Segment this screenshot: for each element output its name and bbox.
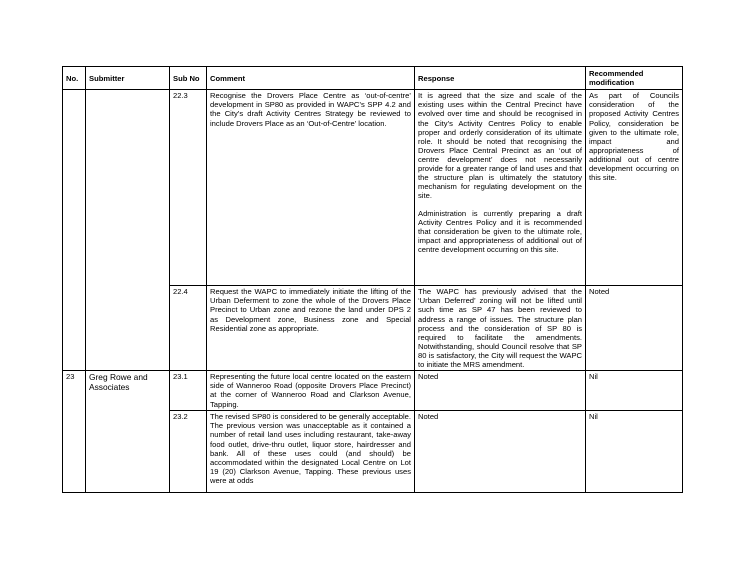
cell-submitter [86, 90, 170, 371]
cell-submitter: Greg Rowe and Associates [86, 371, 170, 493]
cell-comment: Representing the future local centre located on the eastern side of Wanneroo Road (opposite Drovers Place Precinct) at the corner of Wanneroo Road and Clarkson Avenue, Tapping. [207, 371, 415, 411]
response-paragraph: Noted [418, 372, 439, 382]
response-paragraph: Noted [418, 412, 439, 422]
cell-no: 23 [63, 371, 86, 493]
cell-response [415, 286, 586, 371]
header-submitter: Submitter [86, 67, 170, 90]
cell-response [415, 90, 586, 286]
cell-recommended-modification: Nil [586, 411, 683, 493]
response-paragraph: The WAPC has previously advised that the ‘Urban Deferred’ zoning will not be lifted until such time as SP 47 has been reviewed to address a range of issues. The structure plan process and the consideration of SP 80 is required to facilitate the amendments. Notwithstanding, should Council resolve that SP 80 is satisfactory, the City will request the WAPC to initiate the MRS amendment. [418, 287, 582, 370]
cell-response [415, 371, 586, 411]
header-row [63, 67, 683, 90]
response-paragraph: It is agreed that the size and scale of the existing uses within the Central Precinct have evolved over time and should be recognised in the City’s Activity Centres Policy to enable proper and orderly consideration of its ultimate role. It should be noted that recognising the Drovers Place Central Precinct as an ‘out of centre development’ does not necessarily provide for a greater range of land uses and that the structure plan is ultimately the statutory mechanism for regulating development on the site. [418, 91, 582, 201]
cell-comment: The revised SP80 is considered to be generally acceptable. The previous version was unacceptable as it contained a number of retail land uses including restaurant, take-away food outlet, drive-thru outlet, liquor store, hairdresser and bank. All of these uses could (and should) be accommodated within the designated Local Centre on Lot 19 (20) Clarkson Avenue, Tapping. These previous uses were at odds [207, 411, 415, 493]
header-no: No. [63, 67, 86, 90]
submissions-table [62, 66, 683, 493]
header-comment: Comment [207, 67, 415, 90]
cell-recommended-modification: Noted [586, 286, 683, 371]
cell-recommended-modification: Nil [586, 371, 683, 411]
cell-sub-no: 23.1 [170, 371, 207, 411]
cell-recommended-modification: As part of Councils consideration of the proposed Activity Centres Policy, consideration be given to the ultimate role, impact and appropriateness of additional out of centre development occurring on this site. [586, 90, 683, 286]
cell-sub-no: 22.3 [170, 90, 207, 286]
table-row [63, 90, 683, 286]
cell-sub-no: 22.4 [170, 286, 207, 371]
response-paragraph: Administration is currently preparing a draft Activity Centres Policy and it is recommended that consideration be given to the ultimate role, impact and appropriateness of additional out of centre development occurring on this site. [418, 208, 582, 254]
cell-no [63, 90, 86, 371]
cell-response [415, 411, 586, 493]
table-row [63, 371, 683, 411]
cell-comment: Recognise the Drovers Place Centre as ‘out-of-centre’ development in SP80 as provided in WAPC’s SPP 4.2 and the City’s draft Activity Centres Strategy be reviewed to include Drovers Place as an ‘Out-of-Centre’ location. [207, 90, 415, 286]
cell-sub-no: 23.2 [170, 411, 207, 493]
header-response: Response [415, 67, 586, 90]
header-recommended-modification: Recommended modification [586, 67, 683, 90]
cell-comment: Request the WAPC to immediately initiate the lifting of the Urban Deferment to zone the whole of the Drovers Place Precinct to Urban zone and rezone the land under DPS 2 as Development zone, Business zone and Special Residential zone as appropriate. [207, 286, 415, 371]
header-sub-no: Sub No [170, 67, 207, 90]
